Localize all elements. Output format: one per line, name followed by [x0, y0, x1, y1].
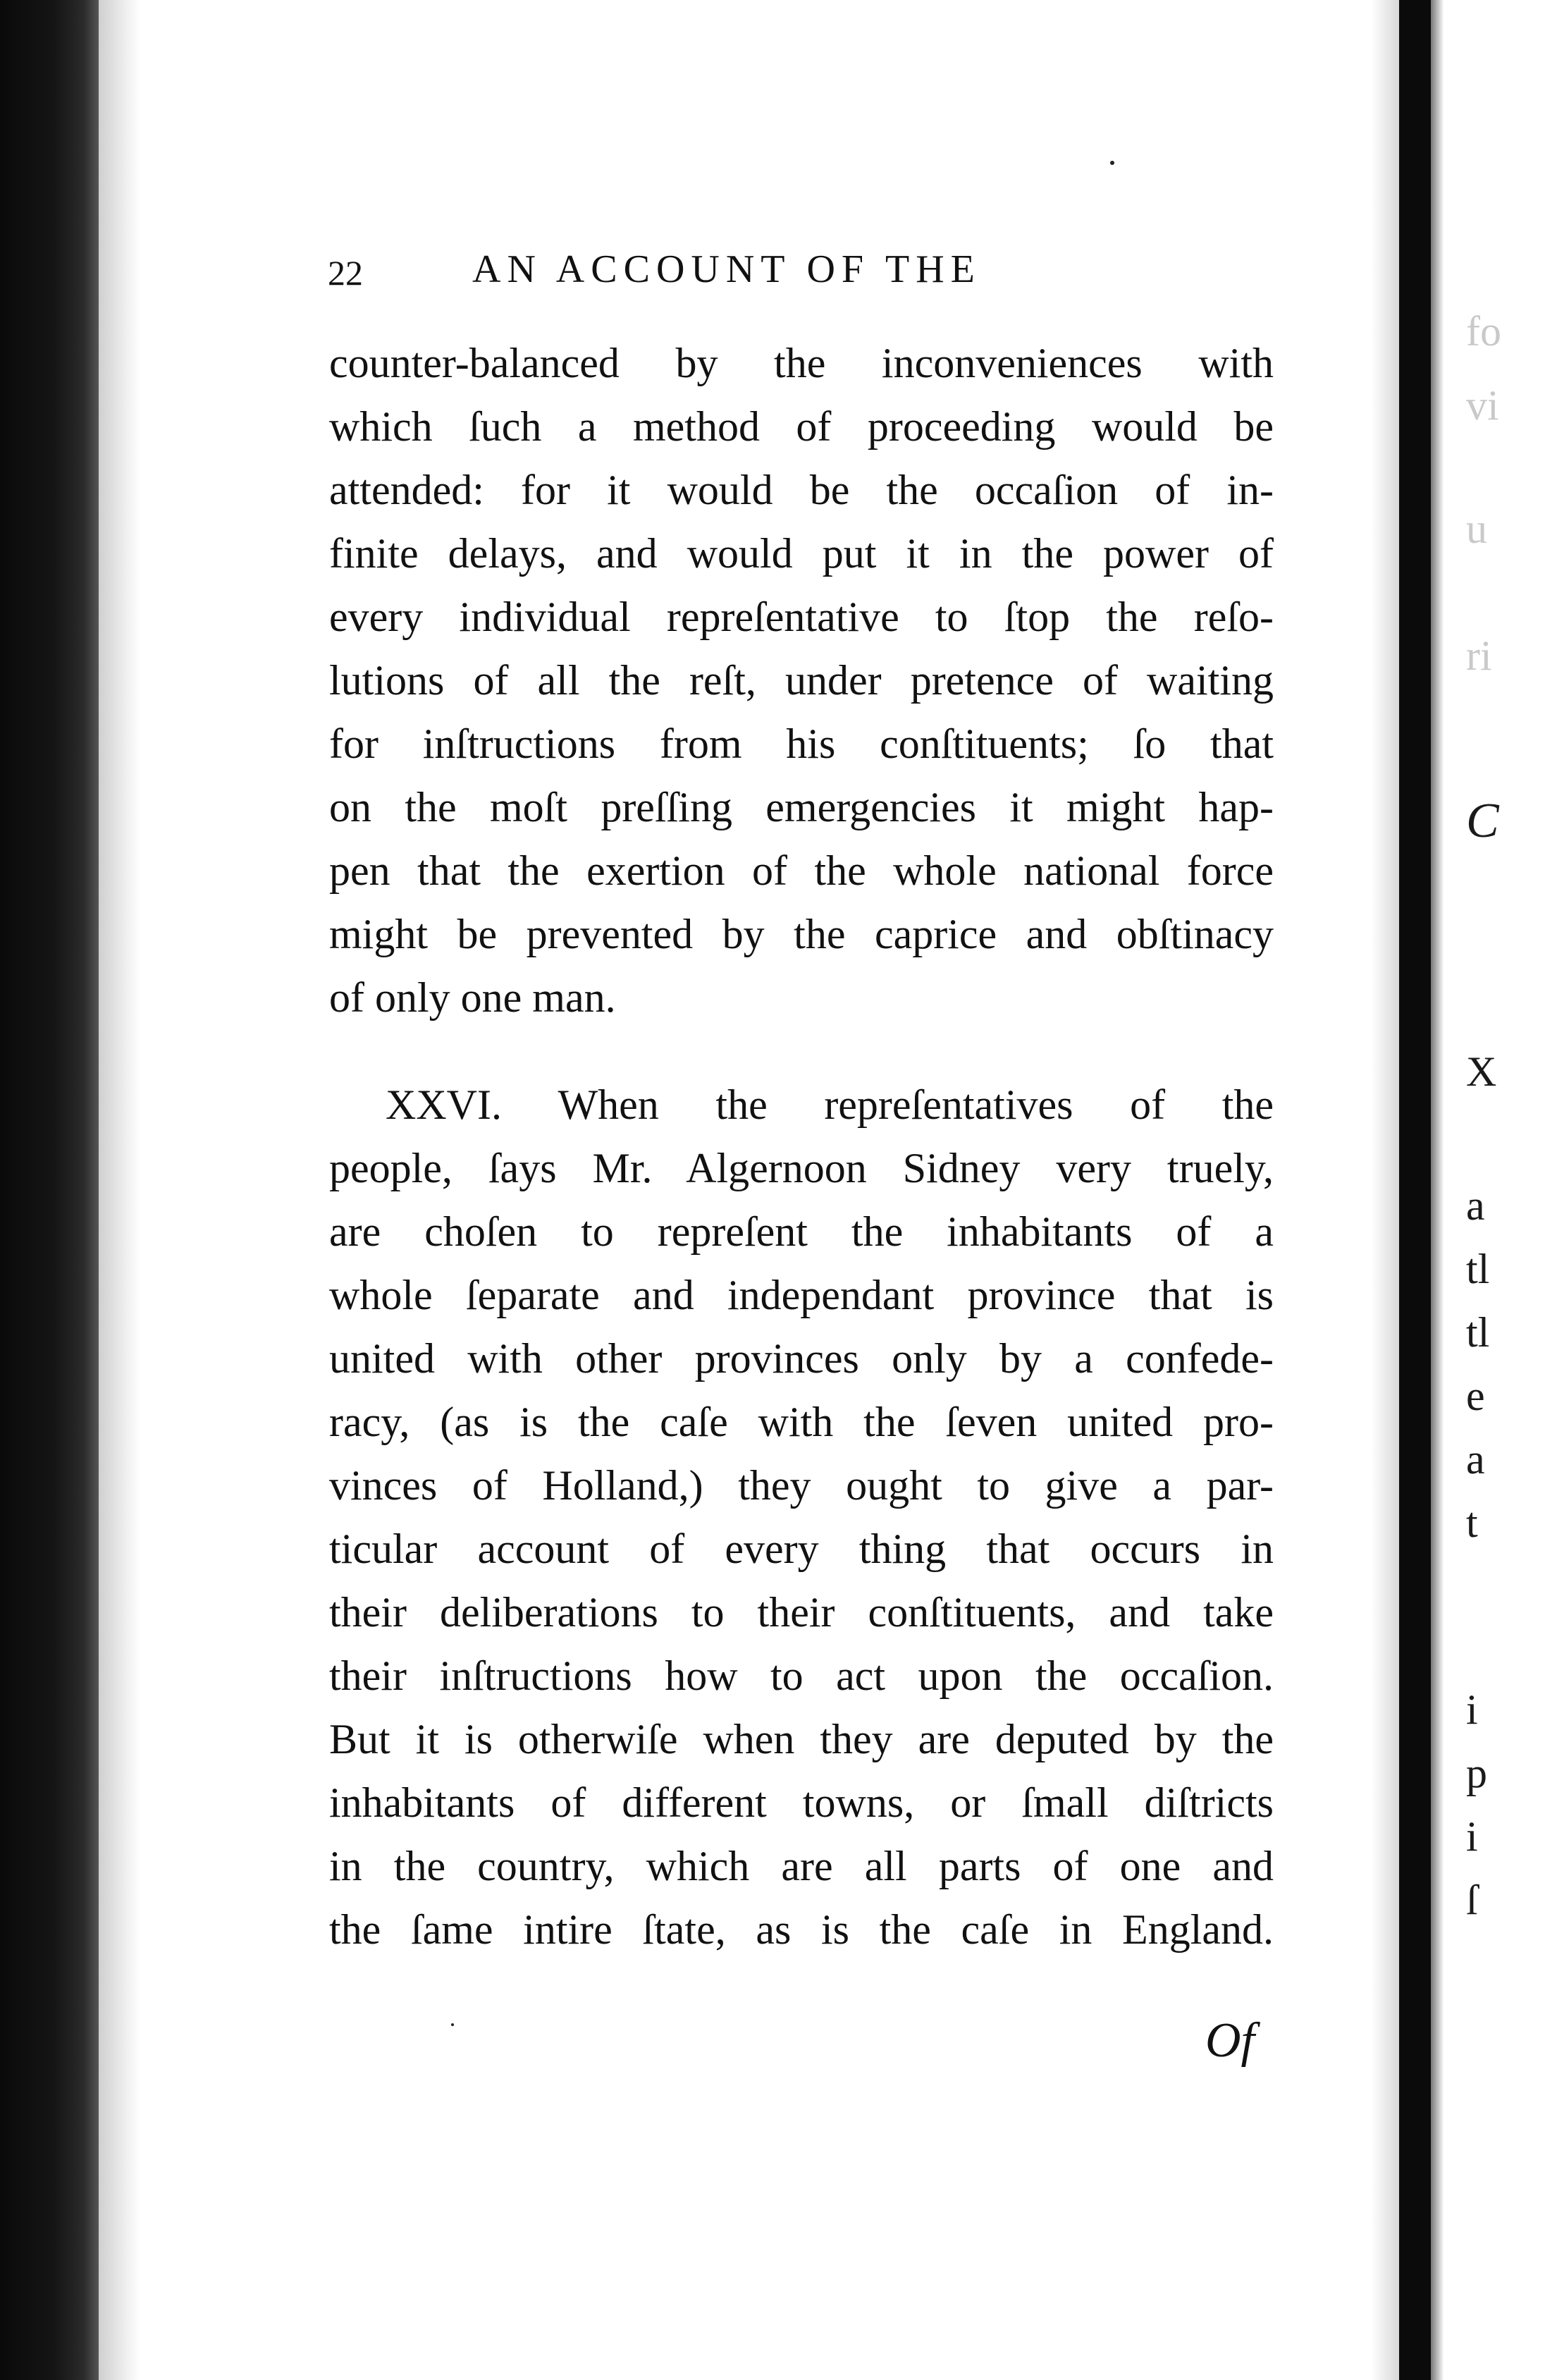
text-line: every individual repreſentative to ſtop the reſo-	[329, 594, 1274, 640]
facing-page-fragment: ſ	[1466, 1877, 1478, 1923]
catchword: Of	[1205, 2013, 1255, 2068]
text-line: their deliberations to their conſtituents, and take	[329, 1589, 1274, 1636]
print-speck	[451, 2023, 454, 2026]
page-shadow-right	[1371, 0, 1399, 2380]
text-line: people, ſays Mr. Algernoon Sidney very truely,	[329, 1145, 1274, 1191]
text-line: attended: for it would be the occaſion of in-	[329, 467, 1274, 513]
facing-page-fragment: vi	[1466, 382, 1499, 429]
text-line: united with other provinces only by a confede-	[329, 1335, 1274, 1382]
page-shadow-left	[99, 0, 141, 2380]
facing-page-fragment: i	[1466, 1686, 1478, 1733]
paragraph-2	[329, 1073, 1274, 1961]
facing-page-fragment: p	[1466, 1750, 1487, 1796]
facing-page-shadow	[1431, 0, 1444, 2380]
text-line: in the country, which are all parts of one and	[329, 1843, 1274, 1889]
binding-left-edge	[0, 0, 99, 2380]
text-line: counter-balanced by the inconveniences with	[329, 340, 1274, 386]
text-line: lutions of all the reſt, under pretence of waiting	[329, 657, 1274, 704]
print-speck	[1110, 161, 1114, 165]
text-line: which ſuch a method of proceeding would be	[329, 403, 1274, 450]
text-line: for inſtructions from his conſtituents; ſo that	[329, 720, 1274, 767]
book-page	[141, 0, 1371, 2380]
page-number: 22	[328, 253, 363, 293]
facing-page-fragment: tl	[1466, 1309, 1490, 1356]
text-line: But it is otherwiſe when they are deputed by the	[329, 1716, 1274, 1762]
facing-page-fragment: i	[1466, 1813, 1478, 1860]
text-line: are choſen to repreſent the inhabitants of a	[329, 1208, 1274, 1255]
text-line: the ſame intire ſtate, as is the caſe in England.	[329, 1906, 1274, 1953]
facing-page-fragment: C	[1466, 794, 1499, 848]
paragraph-gap	[329, 1029, 1274, 1073]
binding-gutter	[1399, 0, 1431, 2380]
text-line: might be prevented by the caprice and obſtinacy	[329, 911, 1274, 957]
facing-page-fragment: ri	[1466, 632, 1492, 679]
text-line: on the moſt preſſing emergencies it might hap-	[329, 784, 1274, 830]
text-line: vinces of Holland,) they ought to give a par-	[329, 1462, 1274, 1509]
facing-page-fragment: e	[1466, 1373, 1485, 1419]
text-line: racy, (as is the caſe with the ſeven united pro-	[329, 1399, 1274, 1445]
facing-page-fragment: fo	[1466, 308, 1501, 355]
running-head	[328, 247, 1272, 303]
text-line: finite delays, and would put it in the power of	[329, 530, 1274, 577]
facing-page-fragment: X	[1466, 1048, 1497, 1095]
text-line: inhabitants of different towns, or ſmall diſtricts	[329, 1779, 1274, 1826]
facing-page-fragment: u	[1466, 505, 1487, 552]
body-text	[329, 331, 1274, 1961]
facing-page-edge	[1431, 0, 1545, 2380]
text-line: pen that the exertion of the whole national force	[329, 847, 1274, 894]
text-line: whole ſeparate and independant province that is	[329, 1272, 1274, 1318]
facing-page-fragment: a	[1466, 1436, 1485, 1483]
text-line: their inſtructions how to act upon the occaſion.	[329, 1652, 1274, 1699]
text-line: XXVI. When the repreſentatives of the	[386, 1081, 1274, 1128]
facing-page-fragment: t	[1466, 1499, 1478, 1546]
running-title: AN ACCOUNT OF THE	[472, 247, 981, 291]
text-line: of only one man.	[329, 974, 616, 1021]
facing-page-fragment: a	[1466, 1182, 1485, 1229]
paragraph-1	[329, 331, 1274, 1029]
text-line: ticular account of every thing that occurs in	[329, 1526, 1274, 1572]
facing-page-fragment: tl	[1466, 1246, 1490, 1292]
